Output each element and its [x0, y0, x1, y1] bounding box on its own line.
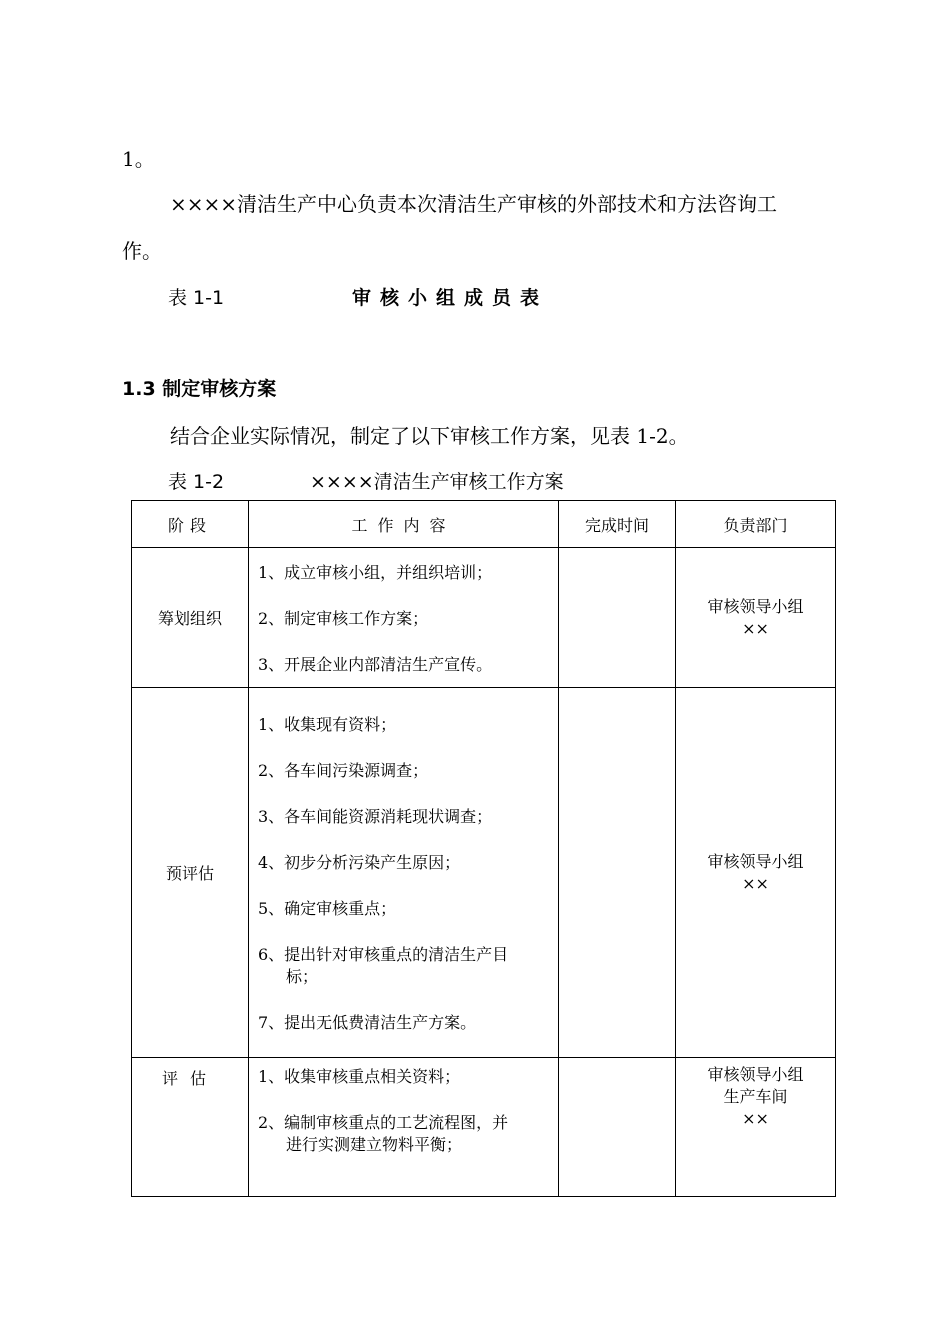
content-cell: [249, 688, 559, 1058]
stage-cell: 预评估: [132, 688, 249, 1058]
list-item-end: 1。: [122, 147, 155, 171]
stage-cell: 评估: [132, 1058, 249, 1197]
list-item: 2、制定审核工作方案；: [258, 608, 429, 628]
list-item: 3、开展企业内部清洁生产宣传。: [258, 654, 493, 674]
intro-paragraph: 结合企业实际情况，制定了以下审核工作方案，见表 1-2。: [170, 424, 689, 448]
table-row: [132, 1058, 836, 1197]
table1-number: 表 1-1: [168, 287, 225, 309]
audit-plan-table: [131, 500, 836, 1197]
header-dept: 负责部门: [676, 501, 836, 548]
list-item: 3、各车间能资源消耗现状调查；: [258, 806, 493, 826]
dept-cell: [676, 1058, 836, 1197]
list-item: 7、提出无低费清洁生产方案。: [258, 1012, 477, 1032]
dept-line: ××: [742, 873, 769, 893]
list-item-cont-text: 进行实测建立物料平衡；: [286, 1135, 463, 1154]
header-stage: 阶段: [132, 501, 249, 548]
list-item-cont: [258, 1134, 550, 1156]
list-item-cont: [258, 966, 550, 988]
dept-line: 审核领导小组: [707, 596, 804, 616]
dept-line: ××: [742, 618, 769, 638]
consult-paragraph-cont: 作。: [122, 239, 162, 263]
dept-line: 审核领导小组: [707, 851, 804, 871]
dept-cell: [676, 548, 836, 688]
time-cell: [559, 1058, 676, 1197]
content-cell: [249, 1058, 559, 1197]
list-item: 1、收集审核重点相关资料；: [258, 1067, 461, 1086]
table-row: [132, 548, 836, 688]
dept-line: 生产车间: [723, 1087, 788, 1106]
list-item: 1、成立审核小组，并组织培训；: [258, 562, 493, 582]
table-header-row: [132, 501, 836, 548]
content-cell: [249, 548, 559, 688]
table2-number: 表 1-2: [168, 471, 225, 493]
consult-paragraph: ××××清洁生产中心负责本次清洁生产审核的外部技术和方法咨询工: [170, 192, 778, 216]
stage-cell: 筹划组织: [132, 548, 249, 688]
list-item: 6、提出针对审核重点的清洁生产目: [258, 944, 509, 964]
list-item: 2、各车间污染源调查；: [258, 760, 429, 780]
table1-title: 审核小组成员表: [352, 287, 549, 309]
list-item: 2、编制审核重点的工艺流程图，并: [258, 1113, 509, 1132]
table-row: [132, 688, 836, 1058]
time-cell: [559, 688, 676, 1058]
list-item: 1、收集现有资料；: [258, 714, 397, 734]
dept-line: 审核领导小组: [707, 1065, 804, 1084]
list-item: 5、确定审核重点；: [258, 898, 397, 918]
list-item: 4、初步分析污染产生原因；: [258, 852, 461, 872]
list-item-cont-text: 标；: [286, 966, 319, 986]
section-heading: 1.3 制定审核方案: [122, 378, 277, 400]
dept-cell: [676, 688, 836, 1058]
dept-line: ××: [742, 1109, 769, 1128]
table2-title: ××××清洁生产审核工作方案: [310, 471, 564, 493]
header-time: 完成时间: [559, 501, 676, 548]
time-cell: [559, 548, 676, 688]
header-content: 工作内容: [249, 501, 559, 548]
